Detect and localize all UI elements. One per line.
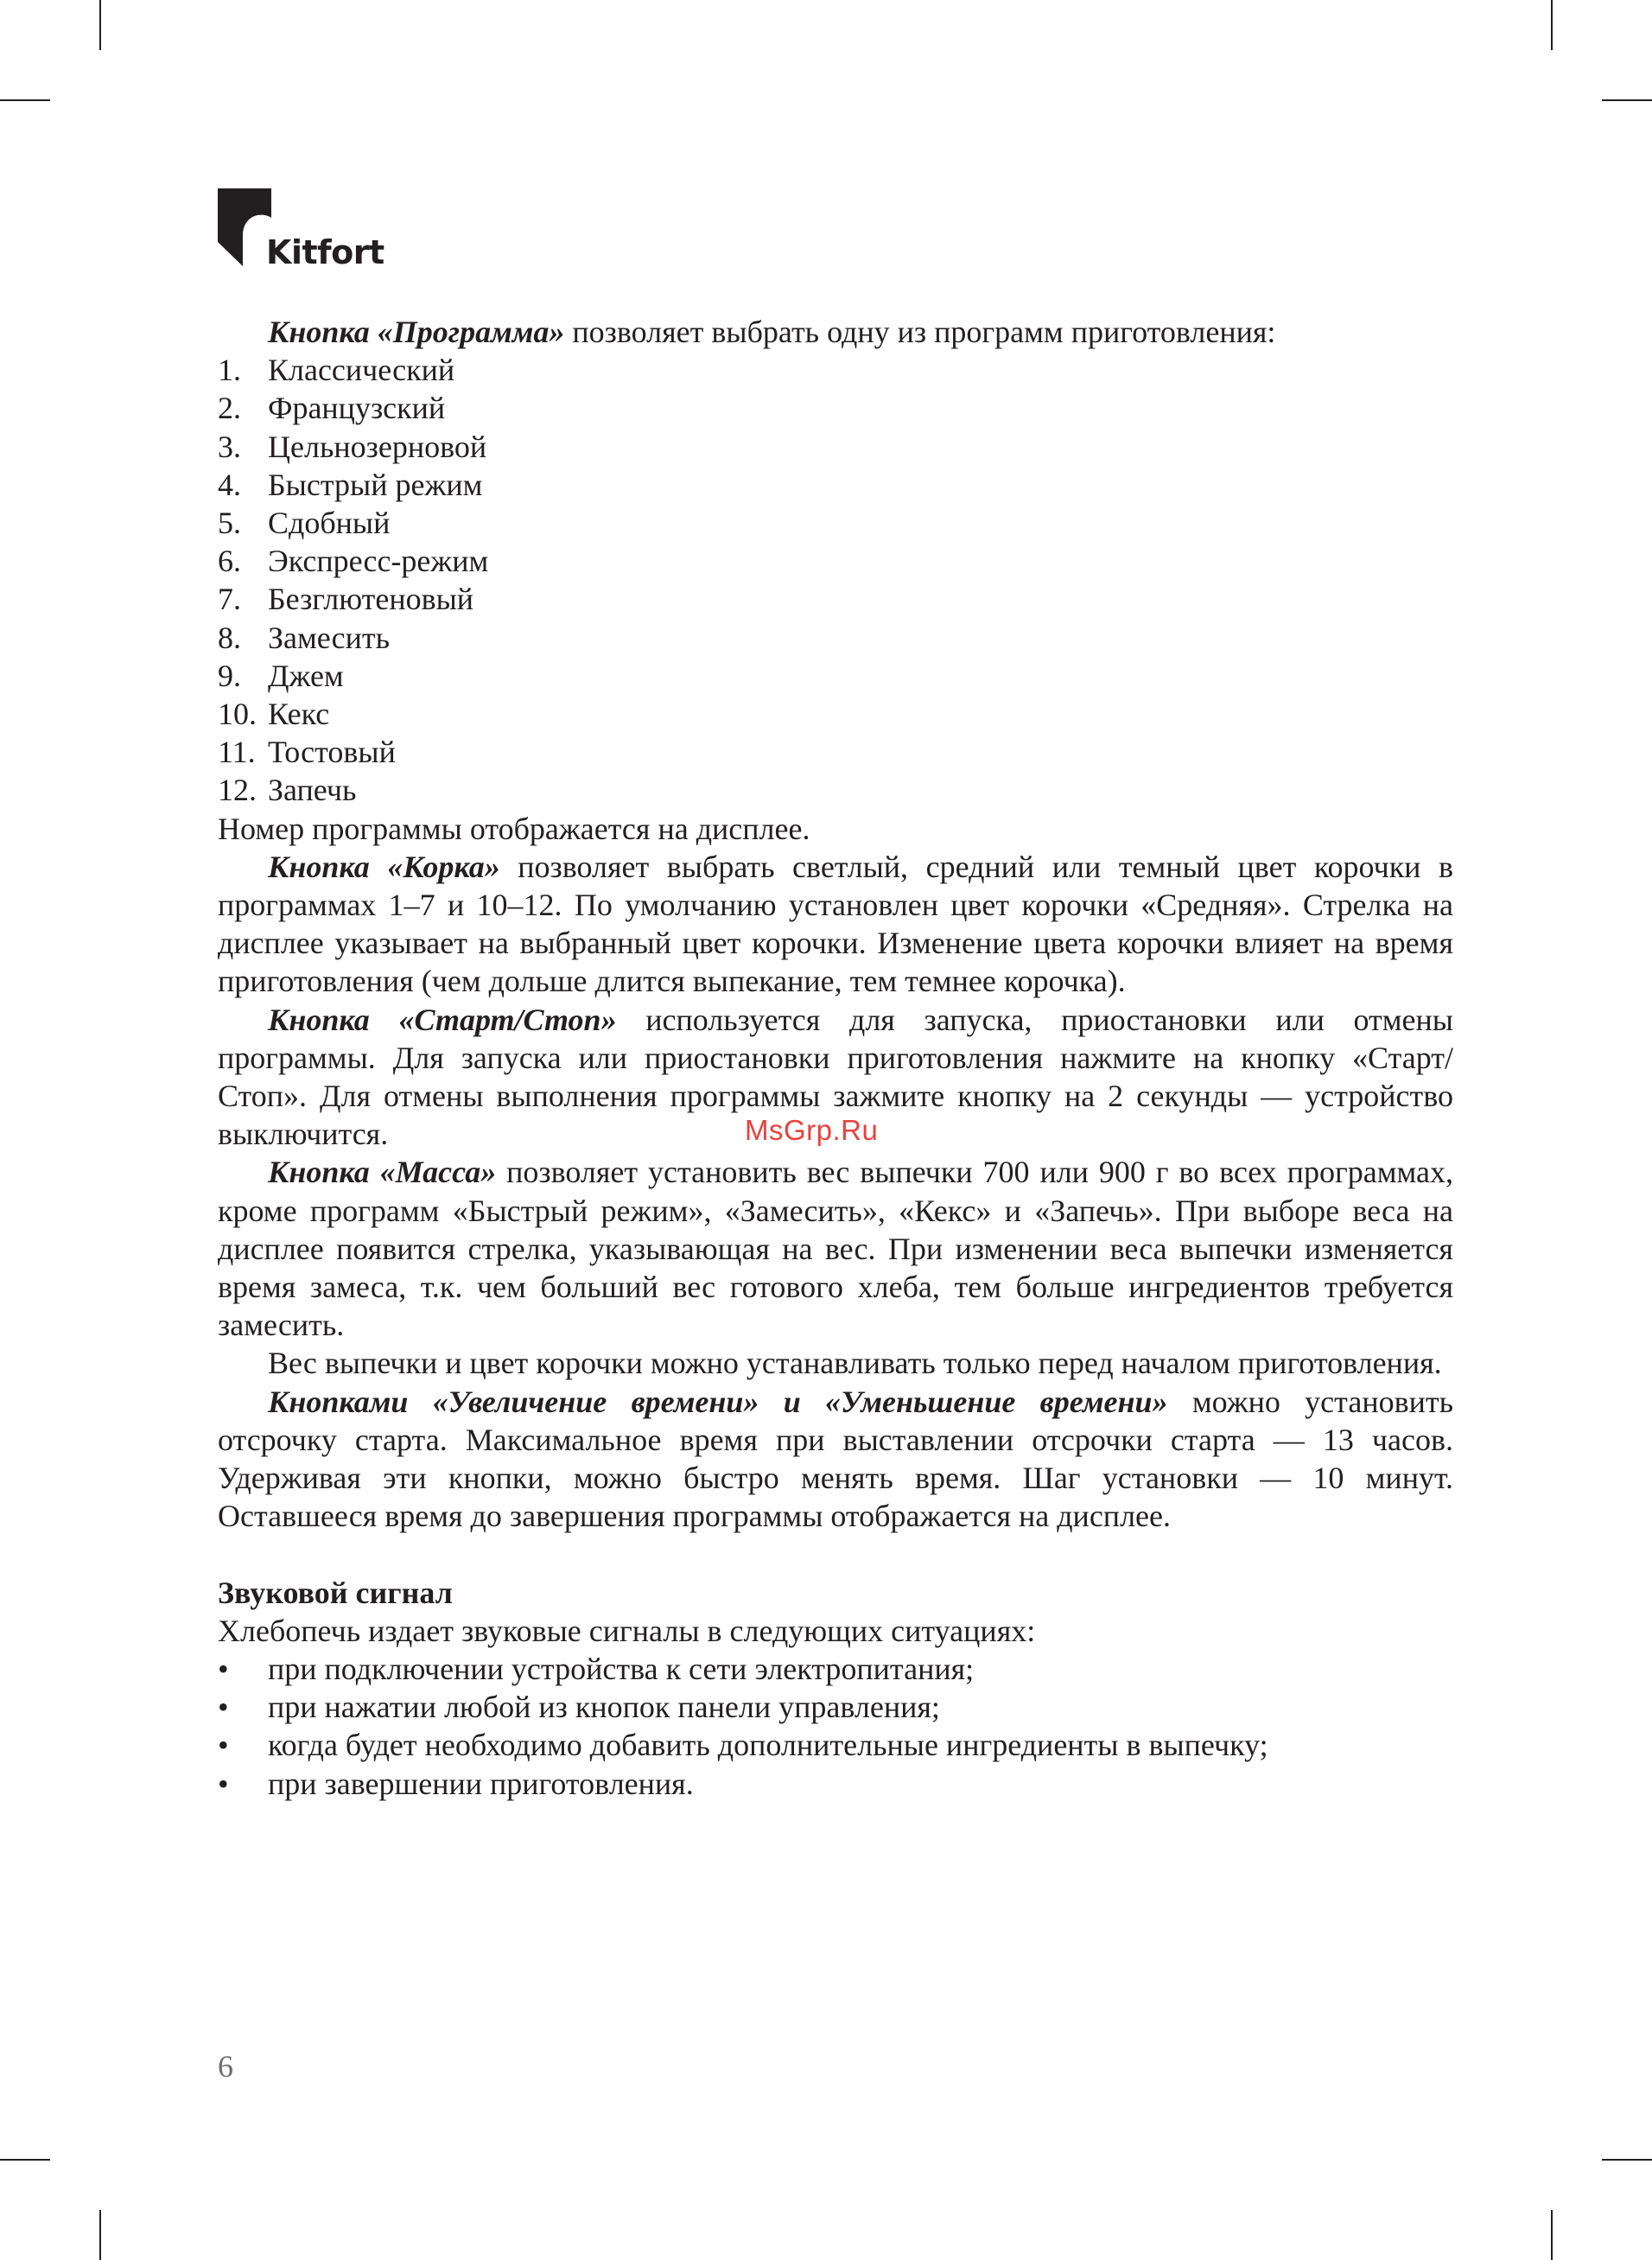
program-button-text: позволяет выбрать одну из программ приготовления: — [564, 315, 1276, 349]
timer-paragraph — [218, 1383, 1453, 1536]
program-list-item — [218, 428, 1453, 466]
bullet-icon: • — [218, 1728, 229, 1763]
sound-item-text: при завершении приготовления. — [268, 1766, 694, 1801]
program-label: Французский — [268, 391, 446, 426]
program-label: Цельнозерновой — [268, 429, 487, 464]
crop-mark — [1551, 0, 1553, 50]
program-list-item — [218, 389, 1453, 427]
program-note: Номер программы отображается на дисплее. — [218, 811, 810, 846]
program-label: Тостовый — [268, 735, 396, 770]
program-label: Запечь — [268, 773, 357, 808]
program-button-term: Кнопка «Программа» — [268, 315, 565, 349]
sound-list-item — [218, 1726, 1453, 1764]
crust-text: позволяет выбрать светлый, средний или темный цвет корочки в программах 1–7 и 10–12. По умолчанию установлен цвет корочки «Средняя». Стрелка на дисплее указывает на выбранный цвет корочки. Изменение цвета корочки влияет на время приготовления (чем дольше длится выпекание, тем темнее корочка). — [218, 849, 1453, 999]
sound-item-text: при нажатии любой из кнопок панели управления; — [268, 1690, 940, 1725]
start-stop-button-term: Кнопка «Старт/Стоп» — [268, 1002, 617, 1037]
program-number: 9. — [218, 658, 241, 693]
program-number: 4. — [218, 467, 241, 502]
program-list-item — [218, 504, 1453, 542]
brand-logo — [218, 188, 391, 275]
program-list-item — [218, 771, 1453, 809]
program-number: 8. — [218, 620, 241, 655]
program-number: 1. — [218, 353, 241, 388]
bullet-icon: • — [218, 1766, 229, 1801]
program-number: 6. — [218, 544, 241, 579]
start-stop-text: используется для запуска, приостановки или отмены программы. Для запуска или приостановки приготовления нажмите на кнопку «Старт/Стоп». Для отмены выполнения программы зажмите кнопку на 2 секунды — устройство выключится. — [218, 1002, 1453, 1152]
program-list-item — [218, 580, 1453, 618]
crop-mark — [1551, 2210, 1553, 2260]
program-label: Классический — [268, 353, 455, 388]
program-number: 3. — [218, 429, 241, 464]
sound-list-item — [218, 1765, 1453, 1803]
program-label: Кекс — [268, 697, 330, 732]
program-number: 12. — [218, 773, 257, 808]
crop-mark — [0, 2159, 50, 2161]
program-number: 11. — [218, 735, 256, 770]
crop-mark — [99, 2210, 101, 2260]
program-list-item — [218, 657, 1453, 695]
crop-mark — [1602, 99, 1652, 101]
program-number: 10. — [218, 697, 257, 732]
sound-item-text: при подключении устройства к сети электропитания; — [268, 1651, 975, 1686]
page-content — [218, 313, 1453, 1803]
weight-text: позволяет установить вес выпечки 700 или 900 г во всех программах, кроме программ «Быстрый режим», «Замесить», «Кекс» и «Запечь». При выборе веса на дисплее появится стрелка, указывающая на вес. При изменении веса выпечки изменяется время замеса, т.к. чем больший вес готового хлеба, тем больше ингредиентов требуется замесить. — [218, 1155, 1453, 1343]
weight-paragraph — [218, 1153, 1453, 1344]
sound-item-text: когда будет необходимо добавить дополнительные ингредиенты в выпечку; — [268, 1728, 1268, 1763]
program-label: Сдобный — [268, 506, 391, 541]
watermark: MsGrp.Ru — [745, 1114, 879, 1146]
program-number: 5. — [218, 506, 241, 541]
program-list-item — [218, 351, 1453, 389]
timer-text: можно установить отсрочку старта. Максимальное время при выставлении отсрочки старта — 13 часов. Удерживая эти кнопки, можно быстро менять время. Шаг установки — 10 минут. Оставшееся время до завершения программы отображается на дисплее. — [218, 1384, 1453, 1534]
sound-list — [218, 1650, 1453, 1803]
timer-buttons-term: Кнопками «Увеличение времени» и «Уменьшение времени» — [268, 1384, 1168, 1419]
sound-list-item — [218, 1688, 1453, 1726]
program-label: Безглютеновый — [268, 582, 474, 617]
program-list-item — [218, 542, 1453, 580]
sound-list-item — [218, 1650, 1453, 1688]
program-label: Джем — [268, 658, 344, 693]
crop-mark — [0, 99, 50, 101]
program-list-item — [218, 733, 1453, 771]
program-number: 7. — [218, 582, 241, 617]
weight-button-term: Кнопка «Масса» — [268, 1155, 497, 1190]
crust-paragraph — [218, 848, 1453, 1001]
program-label: Быстрый режим — [268, 467, 483, 502]
page-number: 6 — [218, 2049, 233, 2084]
program-number: 2. — [218, 391, 241, 426]
program-list — [218, 351, 1453, 809]
program-button-paragraph — [218, 313, 1453, 351]
kitfort-logo-icon — [218, 188, 271, 266]
brand-name: Kitfort — [266, 233, 384, 271]
sound-section-title: Звуковой сигнал — [218, 1575, 453, 1610]
program-label: Экспресс-режим — [268, 544, 489, 579]
program-label: Замесить — [268, 620, 391, 655]
program-list-item — [218, 619, 1453, 657]
crop-mark — [99, 0, 101, 50]
crop-mark — [1602, 2159, 1652, 2161]
bullet-icon: • — [218, 1651, 229, 1686]
crust-button-term: Кнопка «Корка» — [268, 849, 500, 884]
bullet-icon: • — [218, 1690, 229, 1725]
program-list-item — [218, 466, 1453, 504]
program-list-item — [218, 695, 1453, 733]
weight-note-paragraph: Вес выпечки и цвет корочки можно устанавливать только перед началом приготовления. — [268, 1346, 1442, 1381]
sound-intro: Хлебопечь издает звуковые сигналы в следующих ситуациях: — [218, 1613, 1036, 1648]
